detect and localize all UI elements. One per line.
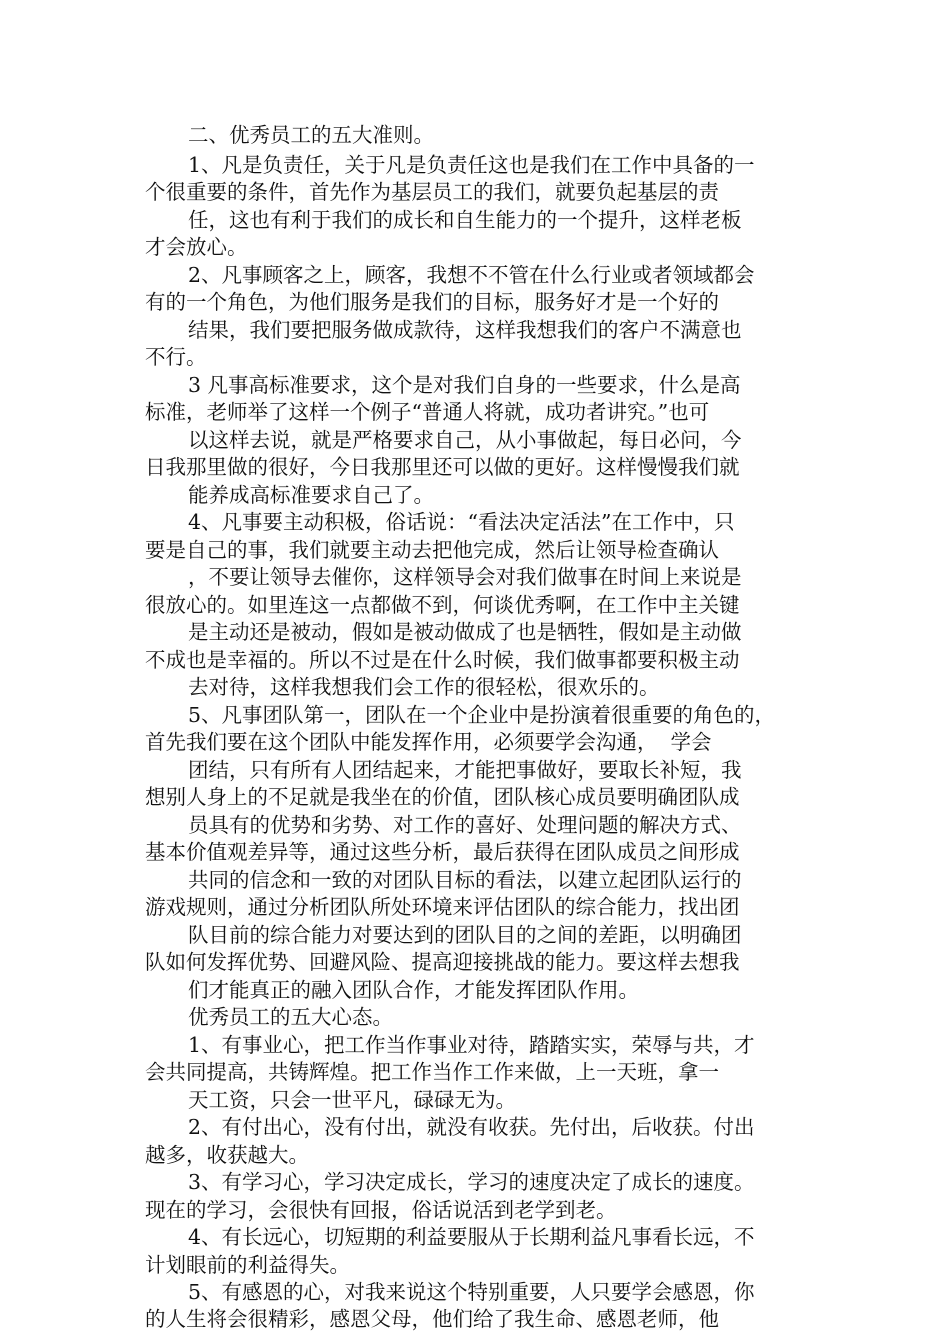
text-line: 二、优秀员工的五大准则。 — [188, 123, 434, 147]
text-line: 不行。 — [145, 345, 207, 369]
text-line: 计划眼前的利益得失。 — [145, 1253, 350, 1277]
text-line: 越多，收获越大。 — [145, 1143, 309, 1167]
text-line: 优秀员工的五大心态。 — [188, 1005, 393, 1029]
text-line: 3 凡事高标准要求，这个是对我们自身的一些要求，什么是高 — [188, 373, 741, 397]
text-line: 的人生将会很精彩，感恩父母，他们给了我生命、感恩老师，他 — [145, 1307, 719, 1331]
text-line: 5、凡事团队第一，团队在一个企业中是扮演着很重要的角色的， — [188, 703, 776, 727]
text-line: 结果，我们要把服务做成款待，这样我想我们的客户不满意也 — [188, 318, 742, 342]
text-line: 有的一个角色，为他们服务是我们的目标，服务好才是一个好的 — [145, 290, 719, 314]
text-line: 4、凡事要主动积极，俗话说：“看法决定活法”在工作中，只 — [188, 510, 735, 534]
text-line: 想别人身上的不足就是我坐在的价值，团队核心成员要明确团队成 — [145, 785, 740, 809]
text-line: 现在的学习，会很快有回报，俗话说活到老学到老。 — [145, 1198, 617, 1222]
text-line: 首先我们要在这个团队中能发挥作用，必须要学会沟通， 学会 — [145, 730, 712, 754]
text-line: 4、有长远心，切短期的利益要服从于长期利益凡事看长远，不 — [188, 1225, 755, 1249]
text-line: 天工资，只会一世平凡，碌碌无为。 — [188, 1088, 516, 1112]
text-line: 会共同提高，共铸辉煌。把工作当作工作来做，上一天班，拿一 — [145, 1060, 719, 1084]
text-line: 共同的信念和一致的对团队目标的看法，以建立起团队运行的 — [188, 868, 742, 892]
text-line: 5、有感恩的心，对我来说这个特别重要，人只要学会感恩，你 — [188, 1280, 755, 1304]
text-line: 2、凡事顾客之上，顾客，我想不不管在什么行业或者领域都会 — [188, 263, 755, 287]
text-line: 要是自己的事，我们就要主动去把他完成，然后让领导检查确认 — [145, 538, 719, 562]
text-line: 以这样去说，就是严格要求自己，从小事做起，每日必问，今 — [188, 428, 742, 452]
text-line: 团结，只有所有人团结起来，才能把事做好，要取长补短，我 — [188, 758, 742, 782]
text-line: 1、凡是负责任，关于凡是负责任这也是我们在工作中具备的一 — [188, 153, 755, 177]
text-line: 去对待，这样我想我们会工作的很轻松，很欢乐的。 — [188, 675, 660, 699]
text-line: 是主动还是被动，假如是被动做成了也是牺牲，假如是主动做 — [188, 620, 742, 644]
text-line: 日我那里做的很好，今日我那里还可以做的更好。这样慢慢我们就 — [145, 455, 740, 479]
text-line: 标准，老师举了这样一个例子“普通人将就，成功者讲究。”也可 — [145, 400, 710, 424]
text-line: 能养成高标准要求自己了。 — [188, 483, 434, 507]
text-line: 任，这也有利于我们的成长和自生能力的一个提升，这样老板 — [188, 208, 742, 232]
text-line: 们才能真正的融入团队合作，才能发挥团队作用。 — [188, 978, 639, 1002]
text-line: 队目前的综合能力对要达到的团队目的之间的差距，以明确团 — [188, 923, 742, 947]
text-line: 才会放心。 — [145, 235, 248, 259]
text-line: 2、有付出心，没有付出，就没有收获。先付出，后收获。付出 — [188, 1115, 755, 1139]
text-line: 员具有的优势和劣势、对工作的喜好、处理问题的解决方式、 — [188, 813, 742, 837]
text-line: 基本价值观差异等，通过这些分析，最后获得在团队成员之间形成 — [145, 840, 740, 864]
text-line: 个很重要的条件，首先作为基层员工的我们，就要负起基层的责 — [145, 180, 719, 204]
text-line: 很放心的。如里连这一点都做不到，何谈优秀啊，在工作中主关键 — [145, 593, 740, 617]
text-line: 队如何发挥优势、回避风险、提高迎接挑战的能力。要这样去想我 — [145, 950, 740, 974]
text-line: 不成也是幸福的。所以不过是在什么时候，我们做事都要积极主动 — [145, 648, 740, 672]
text-line: 游戏规则，通过分析团队所处环境来评估团队的综合能力，找出团 — [145, 895, 740, 919]
text-line: 3、有学习心，学习决定成长，学习的速度决定了成长的速度。 — [188, 1170, 755, 1194]
text-line: ，不要让领导去催你，这样领导会对我们做事在时间上来说是 — [188, 565, 742, 589]
text-line: 1、有事业心，把工作当作事业对待，踏踏实实，荣辱与共，才 — [188, 1033, 755, 1057]
